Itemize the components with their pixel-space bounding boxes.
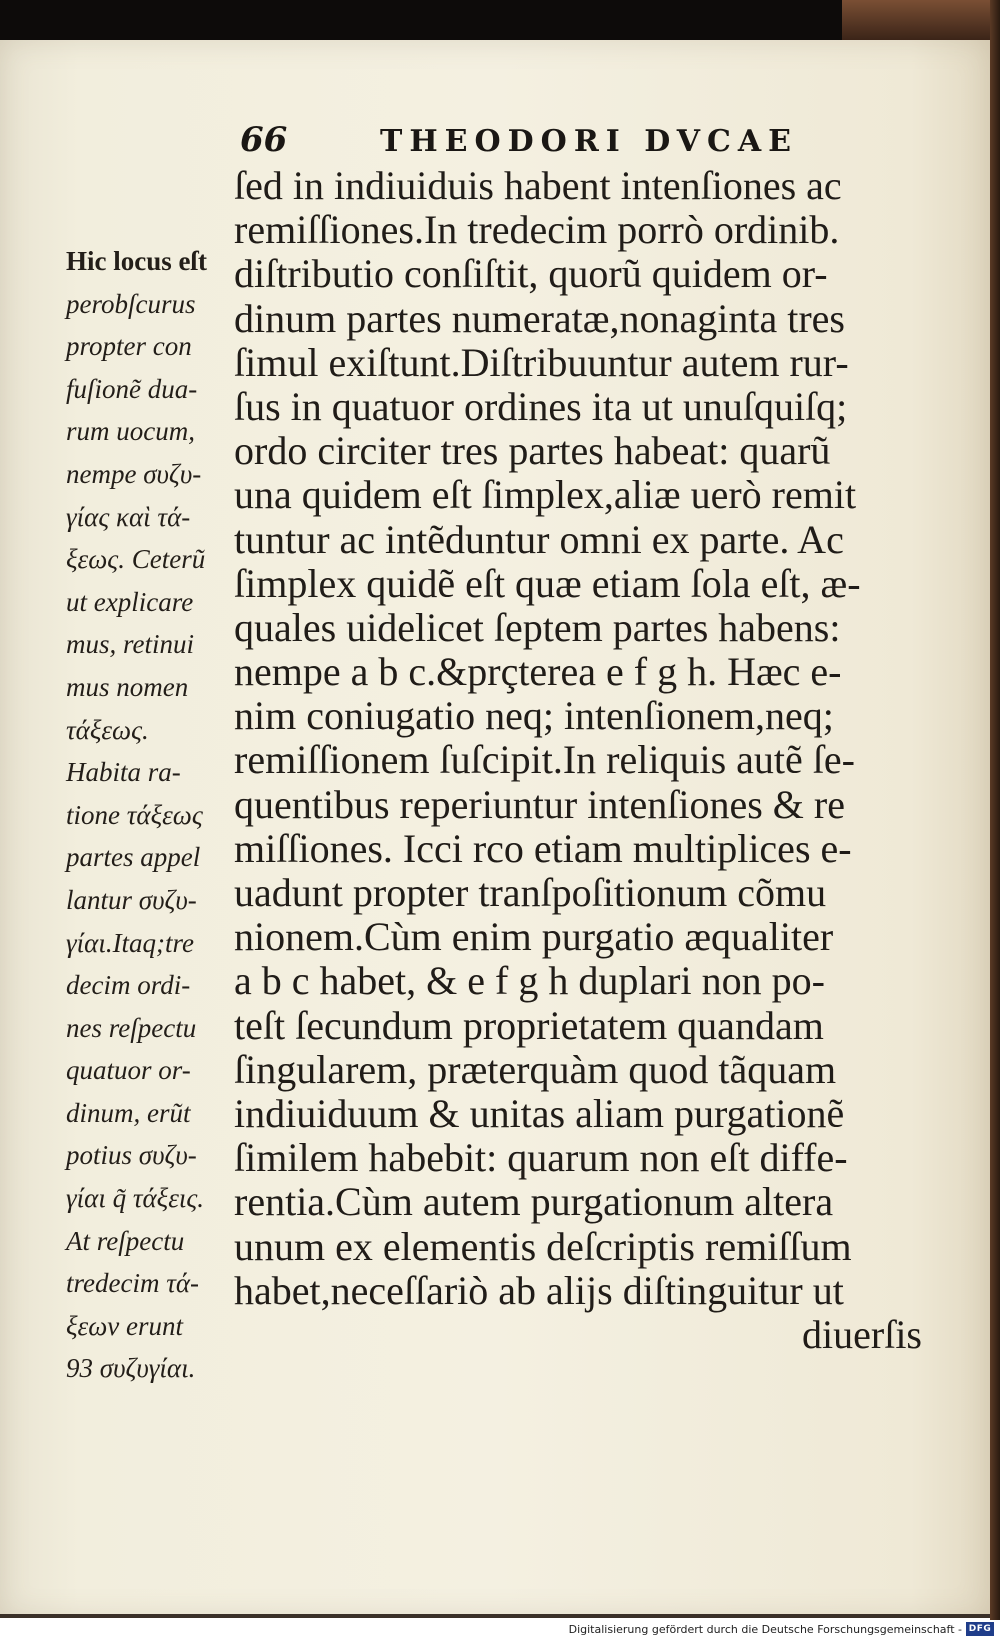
page-number: 66 bbox=[240, 120, 288, 160]
margin-note-line: rum uocum, bbox=[66, 416, 195, 447]
page-header bbox=[240, 120, 900, 164]
text-line: remiſſiones.In tredecim porrò ordinib. bbox=[234, 207, 840, 253]
text-line: nionem.Cùm enim purgatio æqualiter bbox=[234, 914, 834, 960]
margin-note-line: nes reſpectu bbox=[66, 1012, 197, 1043]
text-line: ſimul exiſtunt.Diſtribuuntur autem rur- bbox=[234, 339, 849, 385]
text-line: tuntur ac intẽduntur omni ex parte. Ac bbox=[234, 516, 844, 562]
running-head: THEODORI DVCAE bbox=[380, 124, 799, 159]
margin-note-line: potius συζυ- bbox=[66, 1140, 197, 1171]
margin-note-line: mus, retinui bbox=[66, 629, 194, 660]
funding-notice: Digitalisierung gefördert durch die Deutsche Forschungsgemeinschaft - bbox=[568, 1623, 962, 1636]
margin-note-line: mus nomen bbox=[66, 671, 189, 702]
text-line: remiſſionem ſuſcipit.In reliquis autẽ ſe- bbox=[234, 737, 855, 783]
margin-note-line: γίας καὶ τά- bbox=[66, 501, 191, 532]
margin-note-line: γίαι.Itaq;tre bbox=[66, 927, 195, 958]
text-line: ſus in quatuor ordines ita ut unuſquiſq; bbox=[234, 383, 848, 429]
page-bottom-edge bbox=[0, 1614, 990, 1618]
margin-note-line: τάξεως. bbox=[66, 714, 149, 745]
margin-note-line: quatuor or- bbox=[66, 1055, 191, 1086]
text-line: habet,neceſſariò ab alijs diſtinguitur ut bbox=[234, 1267, 844, 1313]
main-text-block bbox=[234, 164, 934, 1357]
text-line: dinum partes numeratæ,nonaginta tres bbox=[234, 295, 845, 341]
text-line: ordo circiter tres partes habeat: quarũ bbox=[234, 428, 831, 474]
text-line: indiuiduum & unitas aliam purgationẽ bbox=[234, 1090, 845, 1136]
text-line: nempe a b c.&prçterea e f g h. Hæc e- bbox=[234, 649, 842, 695]
margin-note-line: decim ordi- bbox=[66, 970, 191, 1001]
margin-note-line: propter con bbox=[66, 331, 192, 362]
margin-note-line: γίαι q̃ τάξεις. bbox=[66, 1183, 205, 1214]
text-line: quales uidelicet ſeptem partes habens: bbox=[234, 604, 841, 650]
book-cover-corner bbox=[842, 0, 1000, 40]
book-edge bbox=[990, 0, 1000, 1620]
text-line: ſed in indiuiduis habent intenſiones ac bbox=[234, 163, 842, 208]
text-line: ſimilem habebit: quarum non eſt diffe- bbox=[234, 1135, 848, 1181]
margin-note-line: fuſionẽ dua- bbox=[66, 373, 198, 404]
margin-note-line: At reſpectu bbox=[66, 1225, 185, 1256]
text-line: ſingularem, præterquàm quod tãquam bbox=[234, 1046, 837, 1092]
margin-note-line: dinum, erũt bbox=[66, 1097, 191, 1128]
margin-note-line: Habita ra- bbox=[66, 757, 181, 788]
text-line: una quidem eſt ſimplex,aliæ uerò remit bbox=[234, 472, 857, 518]
catchword: diuerſis bbox=[802, 1311, 922, 1357]
text-line: nim coniugatio neq; intenſionem,neq; bbox=[234, 693, 834, 739]
dfg-logo: DFG bbox=[966, 1622, 994, 1636]
text-line: ſimplex quidẽ eſt quæ etiam ſola eſt, æ- bbox=[234, 560, 861, 606]
margin-note-line: ut explicare bbox=[66, 586, 194, 617]
text-line: quentibus reperiuntur intenſiones & re bbox=[234, 781, 845, 827]
text-line: diſtributio conſiſtit, quorũ quidem or- bbox=[234, 251, 828, 297]
margin-note bbox=[66, 240, 236, 1390]
margin-note-line: tione τάξεως bbox=[66, 799, 203, 830]
margin-note-line: lantur συζυ- bbox=[66, 884, 197, 915]
margin-note-line: Hic locus eſt bbox=[66, 246, 207, 276]
margin-note-line: tredecim τά- bbox=[66, 1268, 200, 1299]
margin-note-line: ξεων erunt bbox=[66, 1310, 183, 1341]
margin-note-line: perobſcurus bbox=[66, 288, 196, 319]
text-line: teſt ſecundum proprietatem quandam bbox=[234, 1002, 824, 1048]
text-line: unum ex elementis deſcriptis remiſſum bbox=[234, 1223, 852, 1269]
margin-note-line: ξεως. Ceterũ bbox=[66, 544, 206, 575]
margin-note-line: partes appel bbox=[66, 842, 201, 873]
text-line: uadunt propter tranſpoſitionum cõmu bbox=[234, 870, 827, 915]
margin-note-line: nempe συζυ- bbox=[66, 458, 202, 489]
text-line: miſſiones. Icci rco etiam multiplices e- bbox=[234, 825, 852, 871]
text-line: a b c habet, & e f g h duplari non po- bbox=[234, 958, 825, 1004]
margin-note-line: 93 συζυγίαι. bbox=[66, 1353, 196, 1384]
text-line: rentia.Cùm autem purgationum altera bbox=[234, 1179, 834, 1225]
